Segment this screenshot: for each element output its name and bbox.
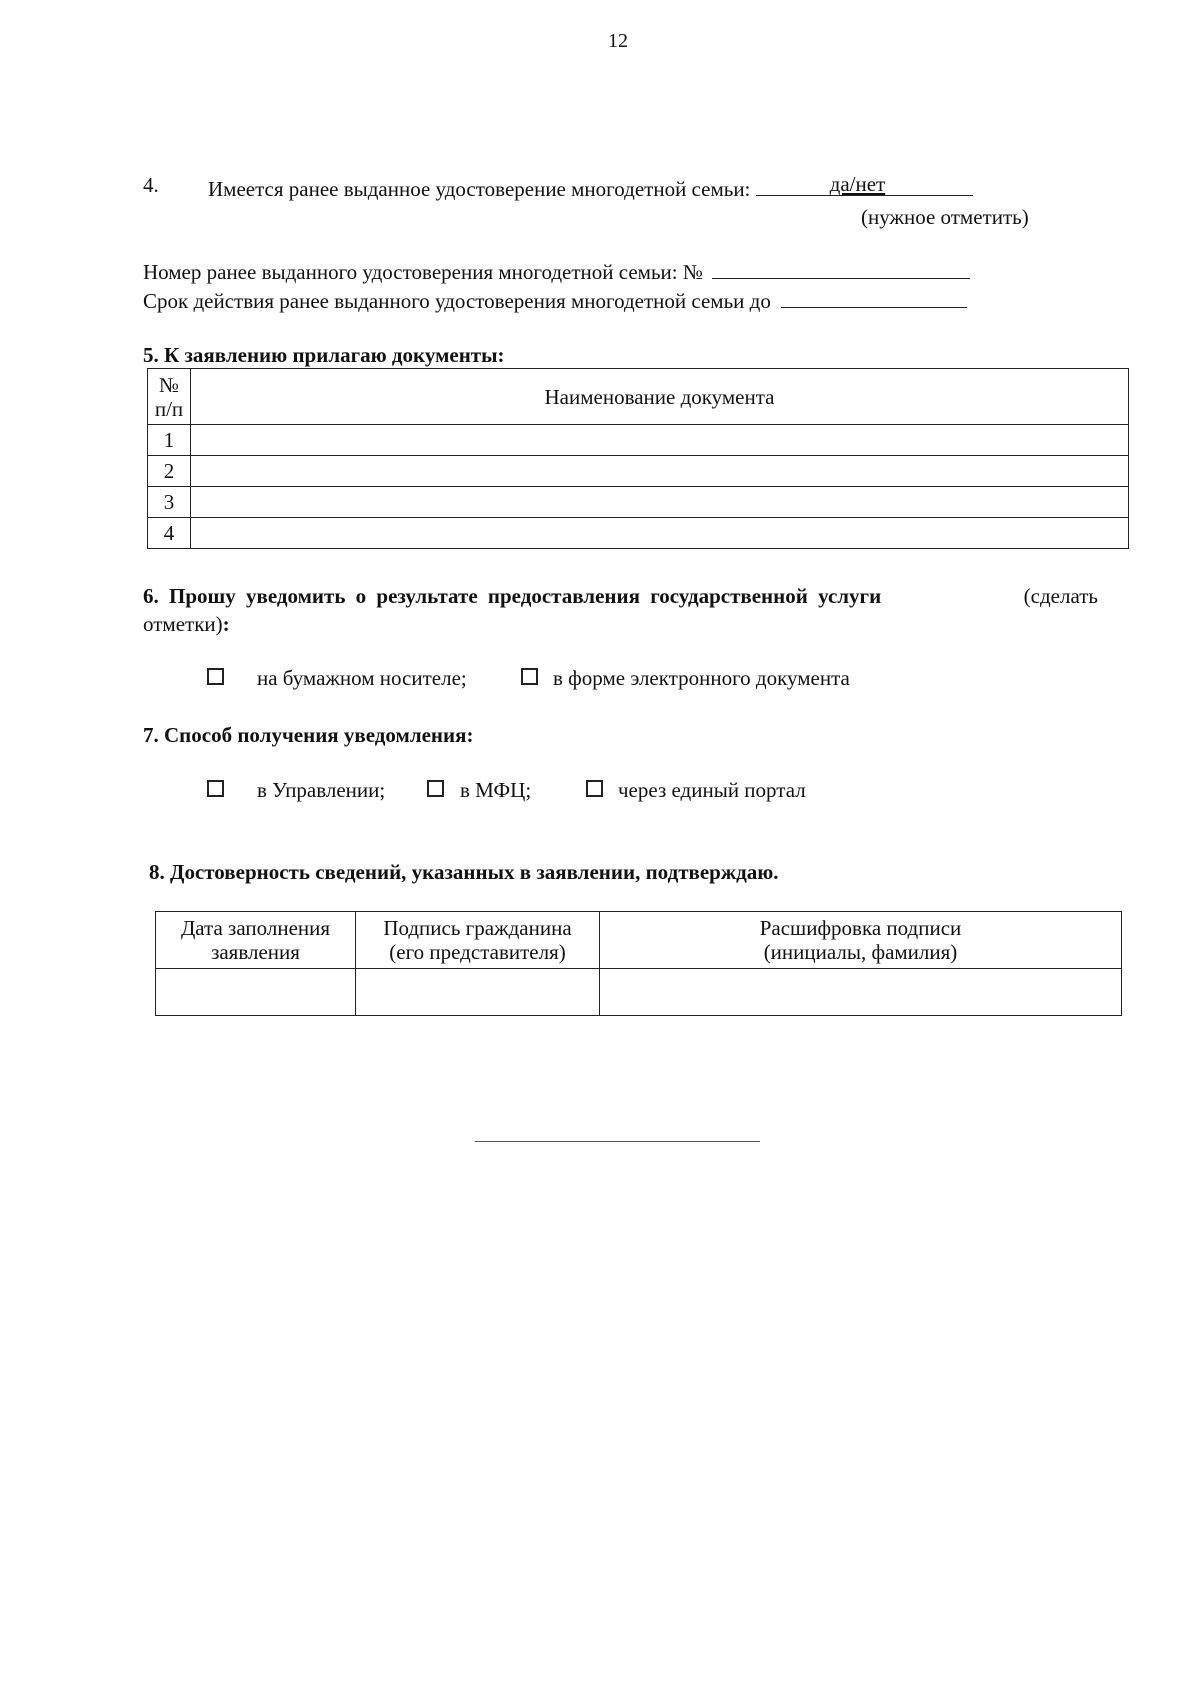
signature-cell[interactable] <box>356 969 600 1016</box>
section6-line2-colon: : <box>222 612 230 636</box>
signature-table-row <box>156 969 1122 1016</box>
section4-question <box>208 173 973 201</box>
electronic-notification-checkbox[interactable] <box>521 668 538 685</box>
section4-yes-no-text: да/нет <box>829 172 886 196</box>
table-row <box>148 518 1129 549</box>
fill-date-header-line1: Дата заполнения <box>180 916 331 940</box>
electronic-notification-label: в форме электронного документа <box>553 666 850 690</box>
row-number: 2 <box>148 456 191 487</box>
fill-date-header <box>156 912 356 969</box>
section6-line2-text: отметки <box>143 612 216 636</box>
section4-hint: (нужное отметить) <box>861 205 1029 229</box>
section4-number: 4. <box>143 173 159 197</box>
section5-title: 5. К заявлению прилагаю документы: <box>143 343 505 367</box>
certificate-number-line <box>143 258 970 284</box>
mfc-label: в МФЦ; <box>460 778 532 802</box>
document-name-cell[interactable] <box>191 518 1129 549</box>
signature-decoding-header-line2: (инициалы, фамилия) <box>763 940 958 964</box>
documents-col-number <box>148 369 191 425</box>
row-number: 4 <box>148 518 191 549</box>
management-checkbox[interactable] <box>207 780 224 797</box>
mfc-checkbox[interactable] <box>427 780 444 797</box>
paper-notification-checkbox[interactable] <box>207 668 224 685</box>
page-number: 12 <box>608 30 628 52</box>
signature-table <box>155 911 1122 1016</box>
paper-notification-label: на бумажном носителе; <box>257 666 467 690</box>
document-name-cell[interactable] <box>191 425 1129 456</box>
document-name-cell[interactable] <box>191 456 1129 487</box>
footer-divider <box>475 1141 760 1142</box>
documents-col-name: Наименование документа <box>191 369 1129 425</box>
section7-title: 7. Способ получения уведомления: <box>143 723 474 747</box>
signature-decoding-header <box>600 912 1122 969</box>
signature-header-line2: (его представителя) <box>389 940 566 964</box>
signature-header-line1: Подпись гражданина <box>383 916 572 940</box>
documents-table-header <box>148 369 1129 425</box>
documents-col-number-line2: п/п <box>154 396 184 421</box>
portal-checkbox[interactable] <box>586 780 603 797</box>
table-row <box>148 425 1129 456</box>
fill-date-cell[interactable] <box>156 969 356 1016</box>
section6-line2-paren: ) <box>215 612 223 636</box>
table-row <box>148 487 1129 518</box>
section6-title-line2 <box>143 612 230 636</box>
row-number: 3 <box>148 487 191 518</box>
portal-label: через единый портал <box>618 778 806 802</box>
section6-title-bold: 6. Прошу уведомить о результате предоставления государственной услуги <box>143 584 882 608</box>
certificate-validity-line <box>143 287 967 313</box>
section4-yes-no-field[interactable] <box>756 173 973 196</box>
row-number: 1 <box>148 425 191 456</box>
certificate-number-label: Номер ранее выданного удостоверения многодетной семьи: № <box>143 260 703 284</box>
section6-title-tail: (сделать <box>1023 584 1098 608</box>
signature-decoding-cell[interactable] <box>600 969 1122 1016</box>
signature-table-header <box>156 912 1122 969</box>
section6-title-line1 <box>143 584 1098 608</box>
document-name-cell[interactable] <box>191 487 1129 518</box>
signature-decoding-header-line1: Расшифровка подписи <box>759 916 962 940</box>
certificate-validity-field[interactable] <box>781 287 967 308</box>
signature-header <box>356 912 600 969</box>
table-row <box>148 456 1129 487</box>
management-label: в Управлении; <box>257 778 386 802</box>
section4-question-text: Имеется ранее выданное удостоверение многодетной семьи: <box>208 177 751 201</box>
certificate-number-field[interactable] <box>712 258 970 279</box>
documents-table <box>147 368 1129 549</box>
certificate-validity-label: Срок действия ранее выданного удостоверения многодетной семьи до <box>143 289 771 313</box>
section8-title: 8. Достоверность сведений, указанных в заявлении, подтверждаю. <box>149 860 779 884</box>
documents-col-number-line1: № <box>158 372 180 397</box>
fill-date-header-line2: заявления <box>211 940 300 964</box>
